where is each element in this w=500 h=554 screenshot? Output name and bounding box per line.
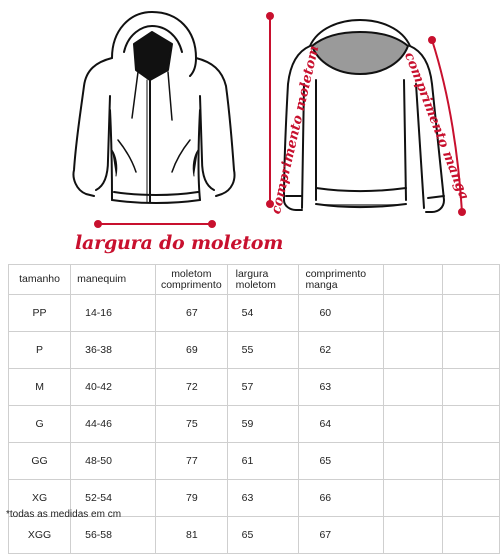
- empty-cell: [384, 480, 443, 517]
- cell-length: [156, 332, 228, 369]
- cell-mannequin: 56-58: [71, 517, 156, 554]
- empty-cell: [384, 295, 443, 332]
- header-cell-sleeve: comprimento manga: [299, 265, 384, 295]
- empty-cell: [442, 265, 499, 295]
- cell-sleeve: 60: [299, 295, 384, 332]
- header-cell-length: moletom comprimento: [156, 265, 228, 295]
- cell-sleeve: 64: [299, 406, 384, 443]
- cell-length: [156, 480, 228, 517]
- cell-size: G: [9, 406, 71, 443]
- table-row: [9, 332, 500, 369]
- empty-cell: [442, 443, 499, 480]
- cell-mannequin: 48-50: [71, 443, 156, 480]
- cell-length: [156, 295, 228, 332]
- measurement-footnote: *todas as medidas em cm: [6, 509, 122, 520]
- cell-size: PP: [9, 295, 71, 332]
- cell-width: 63: [227, 480, 299, 517]
- cell-width: 54: [227, 295, 299, 332]
- table-row: [9, 369, 500, 406]
- cell-length-value: 79: [186, 491, 198, 504]
- empty-cell: [384, 265, 443, 295]
- cell-sleeve: 65: [299, 443, 384, 480]
- cell-length-value: 77: [186, 454, 198, 467]
- table-row: [9, 517, 500, 554]
- cell-size: M: [9, 369, 71, 406]
- cell-length: [156, 406, 228, 443]
- cell-width: 65: [227, 517, 299, 554]
- cell-sleeve: 63: [299, 369, 384, 406]
- header-cell-width: largura moletom: [227, 265, 299, 295]
- cell-mannequin: 44-46: [71, 406, 156, 443]
- hoodie-front-drawing: [74, 12, 235, 203]
- cell-width: 59: [227, 406, 299, 443]
- table-row: [9, 443, 500, 480]
- header-cell-mannequin: manequim: [71, 265, 156, 295]
- sleeve-label: comprimento manga: [401, 50, 473, 203]
- cell-sleeve: 67: [299, 517, 384, 554]
- cell-sleeve: 66: [299, 480, 384, 517]
- empty-cell: [442, 332, 499, 369]
- cell-length: [156, 369, 228, 406]
- cell-length: [156, 443, 228, 480]
- empty-cell: [442, 406, 499, 443]
- cell-mannequin: 52-54: [71, 480, 156, 517]
- cell-size: P: [9, 332, 71, 369]
- cell-mannequin: 40-42: [71, 369, 156, 406]
- hoodie-illustration: [0, 0, 500, 262]
- cell-length-value: 67: [186, 306, 198, 319]
- empty-cell: [442, 480, 499, 517]
- empty-cell: [384, 517, 443, 554]
- empty-cell: [384, 369, 443, 406]
- cell-sleeve: 62: [299, 332, 384, 369]
- cell-width: 61: [227, 443, 299, 480]
- cell-length-value: 72: [186, 380, 198, 393]
- length-label: comprimento moletom: [268, 44, 323, 216]
- cell-width: 57: [227, 369, 299, 406]
- cell-size: XG: [9, 480, 71, 517]
- cell-width: 55: [227, 332, 299, 369]
- table-header-row: [9, 265, 500, 295]
- cell-size: XGG: [9, 517, 71, 554]
- table-row: [9, 295, 500, 332]
- empty-cell: [442, 369, 499, 406]
- empty-cell: [384, 332, 443, 369]
- cell-mannequin: 36-38: [71, 332, 156, 369]
- empty-cell: [384, 443, 443, 480]
- cell-length-value: 81: [186, 528, 198, 541]
- width-label: largura do moletom: [75, 232, 284, 254]
- header-cell-size: tamanho: [9, 265, 71, 295]
- cell-length: [156, 517, 228, 554]
- cell-length-value: 75: [186, 417, 198, 430]
- empty-cell: [384, 406, 443, 443]
- cell-mannequin: 14-16: [71, 295, 156, 332]
- empty-cell: [442, 517, 499, 554]
- table-row: [9, 406, 500, 443]
- cell-length-value: 69: [186, 343, 198, 356]
- empty-cell: [442, 295, 499, 332]
- cell-size: GG: [9, 443, 71, 480]
